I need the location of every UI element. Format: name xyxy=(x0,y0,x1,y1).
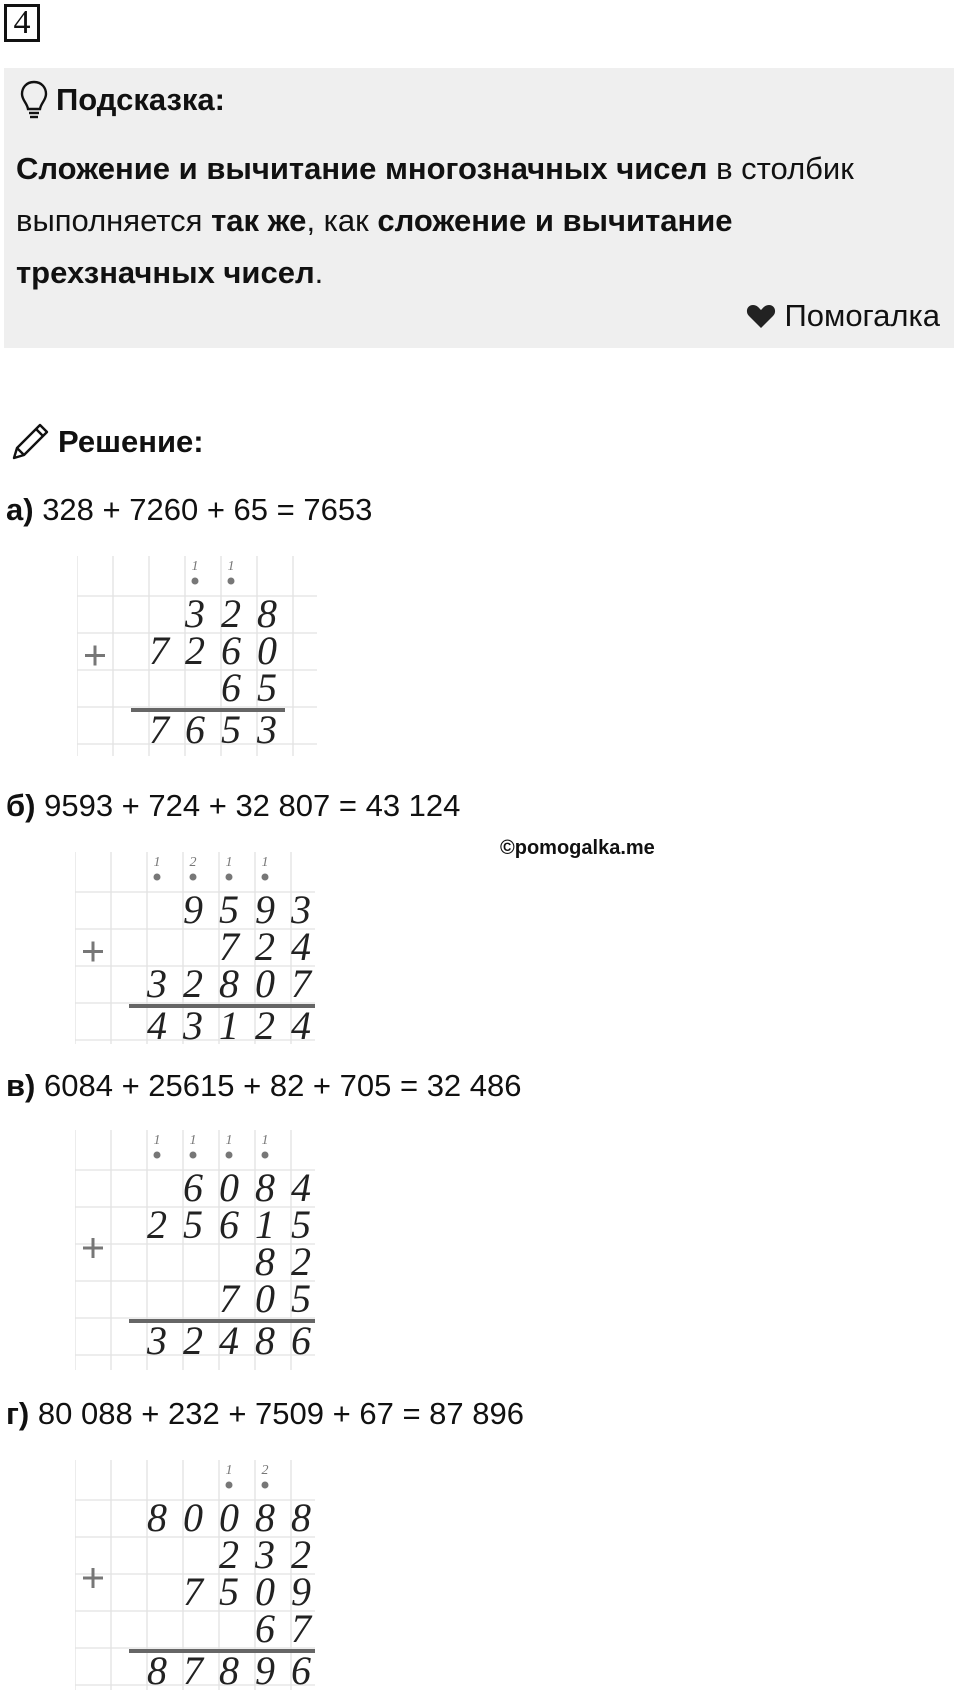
addend-digit: 8 xyxy=(257,591,277,636)
addend-digit: 2 xyxy=(183,961,203,1006)
sum-digit: 2 xyxy=(183,1318,203,1363)
addend-digit: 2 xyxy=(291,1532,311,1577)
addend-digit: 7 xyxy=(149,628,169,673)
addend-digit: 0 xyxy=(183,1495,203,1540)
brand-credit xyxy=(746,298,940,334)
addend-digit: 0 xyxy=(257,628,277,673)
carry-dot xyxy=(154,874,161,881)
carry-digit: 1 xyxy=(225,855,233,870)
carry-digit: 1 xyxy=(225,1463,233,1478)
addend-digit: 8 xyxy=(291,1495,311,1540)
addend-digit: 5 xyxy=(219,887,239,932)
sum-digit: 9 xyxy=(255,1648,275,1690)
hint-text-bold-5: сложение и вычитание трехзначных чисел xyxy=(16,203,733,290)
carry-digit: 2 xyxy=(189,855,197,870)
carry-dot xyxy=(226,1152,233,1159)
addend-digit: 7 xyxy=(291,961,311,1006)
column-addition-b xyxy=(75,852,315,1044)
addend-digit: 7 xyxy=(291,1606,311,1651)
carry-dot xyxy=(190,874,197,881)
carry-digit: 1 xyxy=(153,855,161,870)
addend-digit: 1 xyxy=(255,1202,275,1247)
sum-digit: 4 xyxy=(147,1003,167,1044)
addend-digit: 4 xyxy=(291,924,311,969)
addend-digit: 6 xyxy=(221,628,241,673)
addend-digit: 5 xyxy=(257,665,277,710)
hint-header xyxy=(20,80,225,120)
addend-digit: 0 xyxy=(219,1165,239,1210)
equation-b xyxy=(6,788,460,824)
equation-text: 9593 + 724 + 32 807 = 43 124 xyxy=(35,788,461,823)
column-addition-c xyxy=(75,1130,315,1370)
addend-digit: 4 xyxy=(291,1165,311,1210)
equation-text: 6084 + 25615 + 82 + 705 = 32 486 xyxy=(35,1068,522,1103)
addend-digit: 3 xyxy=(255,1532,275,1577)
equation-label: б) xyxy=(6,788,36,823)
addend-digit: 7 xyxy=(183,1569,203,1614)
carry-digit: 1 xyxy=(191,559,199,574)
heart-icon xyxy=(746,303,776,329)
addend-digit: 8 xyxy=(219,961,239,1006)
equation-text: 80 088 + 232 + 7509 + 67 = 87 896 xyxy=(29,1396,524,1431)
sum-digit: 7 xyxy=(183,1648,203,1690)
addend-digit: 5 xyxy=(291,1276,311,1321)
addend-digit: 8 xyxy=(147,1495,167,1540)
equation-label: а) xyxy=(6,492,34,527)
addend-digit: 3 xyxy=(291,887,311,932)
addend-digit: 9 xyxy=(183,887,203,932)
carry-digit: 1 xyxy=(189,1133,197,1148)
addend-digit: 8 xyxy=(255,1165,275,1210)
equation-label: г) xyxy=(6,1396,30,1431)
addend-digit: 9 xyxy=(255,887,275,932)
addend-digit: 5 xyxy=(183,1202,203,1247)
sum-digit: 4 xyxy=(291,1003,311,1044)
lightbulb-icon xyxy=(20,80,48,120)
addend-digit: 6 xyxy=(183,1165,203,1210)
hint-text-bold-3: так же xyxy=(211,203,307,238)
carry-digit: 1 xyxy=(153,1133,161,1148)
task-number: 4 xyxy=(4,4,40,42)
carry-digit: 1 xyxy=(261,1133,269,1148)
carry-dot xyxy=(192,578,199,585)
addend-digit: 3 xyxy=(147,961,167,1006)
sum-digit: 4 xyxy=(219,1318,239,1363)
sum-digit: 3 xyxy=(257,707,277,752)
sum-digit: 6 xyxy=(185,707,205,752)
column-addition-d xyxy=(75,1460,315,1690)
equation-label: в) xyxy=(6,1068,36,1103)
addend-digit: 2 xyxy=(221,591,241,636)
column-addition-a xyxy=(77,556,317,756)
addend-digit: 5 xyxy=(219,1569,239,1614)
sum-digit: 6 xyxy=(291,1318,311,1363)
hint-title: Подсказка: xyxy=(56,82,225,117)
solution-title: Решение: xyxy=(58,424,204,459)
addend-digit: 2 xyxy=(219,1532,239,1577)
addend-digit: 0 xyxy=(219,1495,239,1540)
hint-text-6: . xyxy=(314,255,324,290)
sum-digit: 8 xyxy=(219,1648,239,1690)
hint-text xyxy=(16,143,936,299)
carry-dot xyxy=(262,1152,269,1159)
addend-digit: 2 xyxy=(185,628,205,673)
equation-c xyxy=(6,1068,522,1104)
sum-digit: 3 xyxy=(147,1318,167,1363)
sum-digit: 1 xyxy=(219,1003,239,1044)
carry-digit: 2 xyxy=(261,1463,269,1478)
equation-text: 328 + 7260 + 65 = 7653 xyxy=(33,492,373,527)
sum-digit: 8 xyxy=(255,1318,275,1363)
addend-digit: 2 xyxy=(255,924,275,969)
solution-header xyxy=(8,420,204,464)
addend-digit: 2 xyxy=(291,1239,311,1284)
addend-digit: 2 xyxy=(147,1202,167,1247)
addend-digit: 0 xyxy=(255,1276,275,1321)
hint-text-4: , как xyxy=(306,203,378,238)
sum-digit: 8 xyxy=(147,1648,167,1690)
carry-digit: 1 xyxy=(225,1133,233,1148)
hint-text-bold-1: Сложение и вычитание многозначных чисел xyxy=(16,151,708,186)
carry-dot xyxy=(154,1152,161,1159)
carry-dot xyxy=(228,578,235,585)
sum-digit: 6 xyxy=(291,1648,311,1690)
addend-digit: 5 xyxy=(291,1202,311,1247)
sum-digit: 3 xyxy=(183,1003,203,1044)
addend-digit: 8 xyxy=(255,1239,275,1284)
pencil-icon xyxy=(8,420,52,464)
addend-digit: 0 xyxy=(255,961,275,1006)
watermark: ©pomogalka.me xyxy=(500,837,655,859)
addend-digit: 6 xyxy=(221,665,241,710)
addend-digit: 7 xyxy=(219,924,239,969)
carry-dot xyxy=(262,1482,269,1489)
carry-dot xyxy=(226,1482,233,1489)
addend-digit: 9 xyxy=(291,1569,311,1614)
addend-digit: 7 xyxy=(219,1276,239,1321)
addend-digit: 6 xyxy=(219,1202,239,1247)
sum-digit: 7 xyxy=(149,707,169,752)
carry-dot xyxy=(226,874,233,881)
addend-digit: 8 xyxy=(255,1495,275,1540)
brand-name: Помогалка xyxy=(784,298,940,333)
sum-digit: 5 xyxy=(221,707,241,752)
equation-d xyxy=(6,1396,524,1432)
hint-text-2: в столбик выполняется xyxy=(16,151,854,238)
addend-digit: 3 xyxy=(185,591,205,636)
hint-box xyxy=(4,68,954,348)
carry-dot xyxy=(262,874,269,881)
addend-digit: 6 xyxy=(255,1606,275,1651)
carry-digit: 1 xyxy=(261,855,269,870)
carry-digit: 1 xyxy=(227,559,235,574)
sum-digit: 2 xyxy=(255,1003,275,1044)
addend-digit: 0 xyxy=(255,1569,275,1614)
carry-dot xyxy=(190,1152,197,1159)
equation-a xyxy=(6,492,372,528)
